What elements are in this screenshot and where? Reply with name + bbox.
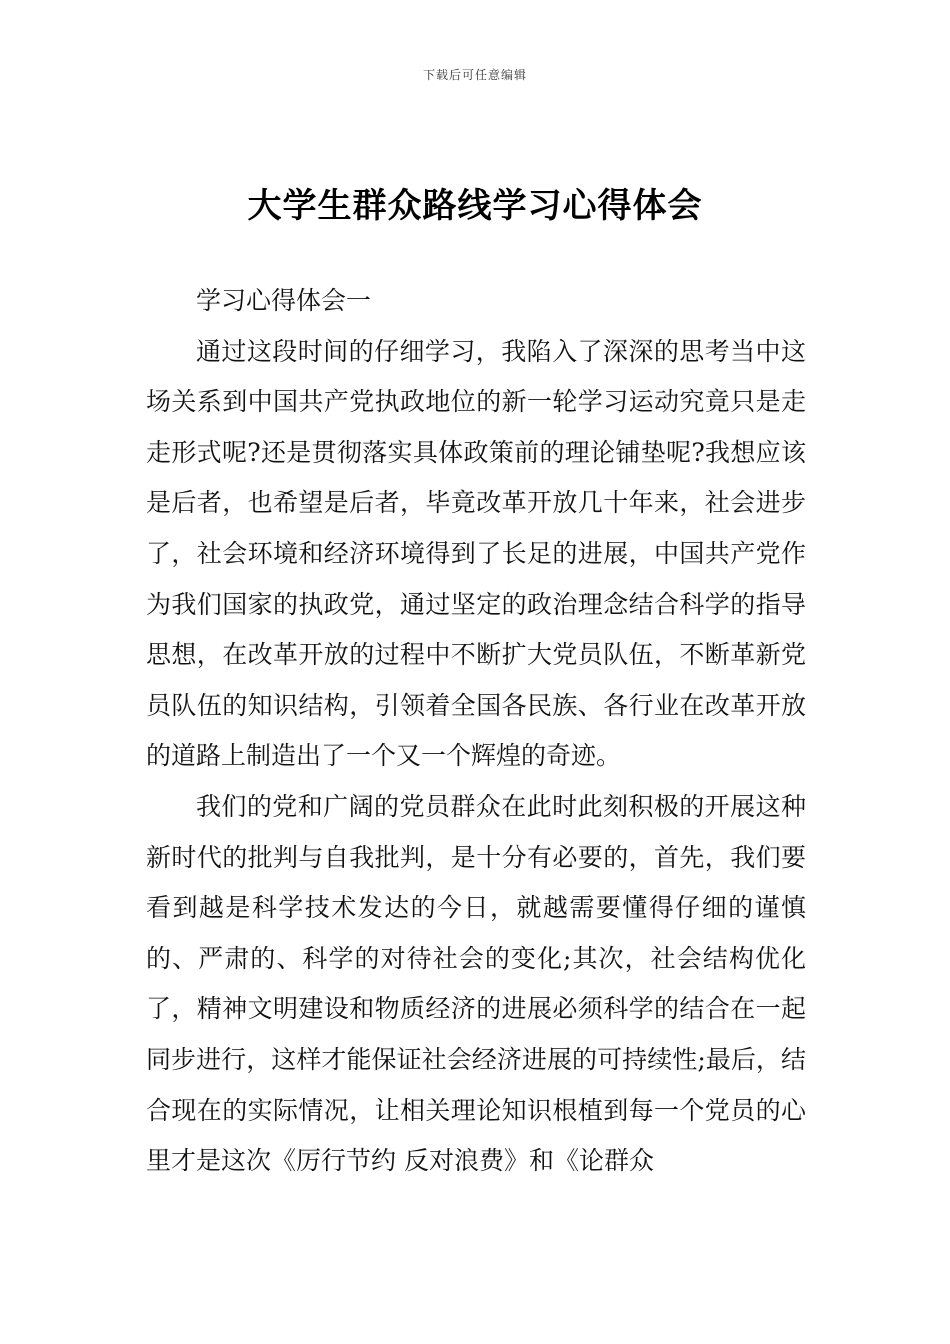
section-heading: 学习心得体会一 — [196, 286, 372, 315]
paragraph-2: 我们的党和广阔的党员群众在此时此刻积极的开展这种新时代的批判与自我批判，是十分有必要的，首先，我们要看到越是科学技术发达的今日，就越需要懂得仔细的谨慎的、严肃的、科学的对待社会的变化;其次，社会结构优化了，精神文明建设和物质经济的进展必须科学的结合在一起同步进行，这样才能保证社会经济进展的可持续性;最后，结合现在的实际情况，让相关理论知识根植到每一个党员的心里才是这次《厉行节约 反对浪费》和《论群众 — [146, 791, 806, 1176]
paragraph-1: 通过这段时间的仔细学习，我陷入了深深的思考当中这场关系到中国共产党执政地位的新一轮学习运动究竟只是走走形式呢?还是贯彻落实具体政策前的理论铺垫呢?我想应该是后者，也希望是后者，毕竟改革开放几十年来，社会进步了，社会环境和经济环境得到了长足的进展，中国共产党作为我们国家的执政党，通过坚定的政治理念结合科学的指导思想，在改革开放的过程中不断扩大党员队伍，不断革新党员队伍的知识结构，引领着全国各民族、各行业在改革开放的道路上制造出了一个又一个辉煌的奇迹。 — [146, 336, 806, 771]
header-note: 下载后可任意编辑 — [422, 68, 527, 82]
document-body — [146, 276, 806, 1187]
document-title: 大学生群众路线学习心得体会 — [247, 186, 703, 226]
